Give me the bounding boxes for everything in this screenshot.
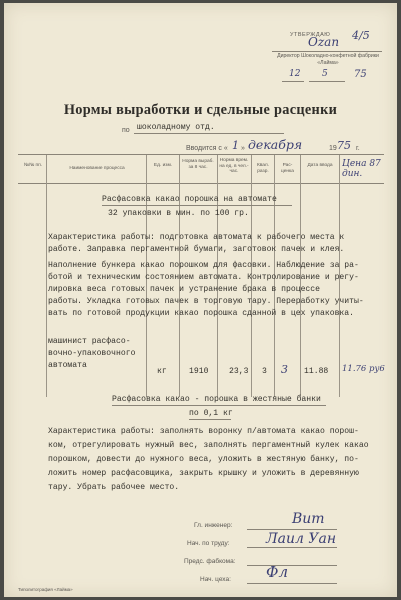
approval-date-line-2 bbox=[309, 81, 345, 82]
section1-paragraph-line: вать по готовой продукции какао порошка сданной в цех упаковка. bbox=[48, 309, 354, 318]
section2-paragraph-line: тару. Убрать рабочее место. bbox=[48, 483, 180, 492]
row-norm: 1910 bbox=[189, 367, 209, 376]
header-name: Наименование процесса bbox=[69, 166, 125, 171]
intro-suffix: г. bbox=[356, 145, 360, 152]
header-norm-hour: Норма врем. на ед. в чел.-час. bbox=[219, 158, 249, 175]
approval-date-year: 75 bbox=[354, 69, 367, 80]
header-price-handwritten: Цена 87 дин. bbox=[342, 159, 381, 179]
section2-paragraph-line: ложить номер расфасовщика, закрыть крышку и уложить в деревянную bbox=[48, 469, 359, 478]
page-title: Нормы выработки и сдельные расценки bbox=[63, 102, 338, 118]
section2-subheading: по 0,1 кг bbox=[189, 409, 233, 418]
table-col-divider bbox=[46, 155, 47, 397]
intro-label: Вводится с « bbox=[186, 145, 228, 152]
section1-paragraph-line: Характеристика работы: подготовка автомата к рабочего места к bbox=[48, 233, 345, 242]
signature-line bbox=[247, 565, 337, 566]
intro-month: декабря bbox=[248, 137, 303, 152]
worker-line: машинист расфасо- bbox=[48, 337, 131, 346]
document-page bbox=[4, 3, 397, 597]
subtitle-prefix: по bbox=[122, 127, 130, 134]
row-unit: кг bbox=[157, 367, 167, 376]
intro-year: 75 bbox=[337, 139, 351, 152]
intro-year-prefix: 19 bbox=[329, 145, 337, 152]
signature-label: Нач. цеха: bbox=[200, 576, 231, 583]
intro-day: 1 bbox=[232, 139, 239, 152]
section1-subheading: 32 упаковки в мин. по 100 гр. bbox=[108, 209, 249, 218]
approval-signature-line bbox=[272, 51, 382, 52]
header-validity: Дата ввода bbox=[307, 163, 333, 168]
approval-label: УТВЕРЖДАЮ bbox=[290, 32, 331, 38]
table-top-rule bbox=[18, 154, 384, 155]
section1-paragraph-line: ботой и техническим состоянием автомата. Контролирование и регу- bbox=[48, 273, 359, 282]
signature-label: Предс. фабкома: bbox=[184, 558, 236, 565]
row-time: 23,3 bbox=[229, 367, 249, 376]
approval-signature: Ozan bbox=[308, 35, 340, 49]
section1-paragraph-line: лировка веса готовых пачек и устранение брака в процессе bbox=[48, 285, 320, 294]
row-rate: 11.88 bbox=[304, 367, 329, 376]
header-rate: Рас- ценка bbox=[281, 163, 294, 174]
section2-heading: Расфасовка какао - порошка в жестяные банки bbox=[112, 395, 321, 404]
approval-date-month: 5 bbox=[322, 69, 328, 79]
row-date-handwritten: 11.76 ру6 bbox=[342, 364, 385, 374]
header-no: №№ пп. bbox=[23, 163, 43, 168]
subtitle-underline bbox=[134, 133, 284, 134]
director-line: Директор Шоколадно-конфетной фабрики «Лайма» bbox=[277, 53, 379, 66]
footer-print: Типолитография «Лайма» bbox=[18, 587, 73, 592]
header-unit: Ед. изм. bbox=[153, 163, 173, 168]
signature-line bbox=[247, 583, 337, 584]
section1-paragraph-line: Наполнение бункера какао порошком для фасовки. Наблюдение за ра- bbox=[48, 261, 359, 270]
section1-paragraph-line: работы. Укладка готовых пачек в торговую тару. Переработку учиты- bbox=[48, 297, 364, 306]
section2-paragraph-line: ком, отрегулировать нужный вес, заполнять пергаментный кулек какао bbox=[48, 441, 369, 450]
worker-line: автомата bbox=[48, 361, 87, 370]
section2-subheading-underline bbox=[189, 419, 231, 420]
header-qual: Квал. разр. bbox=[256, 163, 270, 174]
section1-paragraph-line: работе. Заправка пергаментной бумаги, заготовок пачек и клея. bbox=[48, 245, 345, 254]
signature-label: Нач. по труду: bbox=[187, 540, 230, 547]
section2-paragraph-line: Характеристика работы: заполнять воронку п/автомата какао порош- bbox=[48, 427, 359, 436]
approval-date-day: 12 bbox=[289, 69, 301, 79]
intro-close: » bbox=[241, 145, 245, 152]
approval-date-line-1 bbox=[282, 81, 304, 82]
subtitle-dept: шоколадному отд. bbox=[137, 123, 215, 132]
signature-scribble: Вит bbox=[292, 511, 325, 527]
signature-label: Гл. инженер: bbox=[194, 522, 233, 529]
section2-heading-underline bbox=[112, 405, 326, 406]
page-mark: 4/5 bbox=[352, 29, 370, 42]
row-grade: 3 bbox=[262, 367, 267, 376]
worker-line: вочно-упаковочного bbox=[48, 349, 136, 358]
section2-paragraph-line: порошком, довести до нужного веса, уложить в жестяную банку, по- bbox=[48, 455, 359, 464]
row-grade-handwritten: 3 bbox=[281, 363, 288, 376]
section1-heading-underline bbox=[102, 205, 292, 206]
signature-scribble: Лаил Уан bbox=[266, 531, 337, 547]
section1-heading: Расфасовка какао порошка на автомате bbox=[102, 195, 277, 204]
signature-scribble: Фл bbox=[266, 563, 289, 581]
header-norm-shift: Норма выраб. за 8 час. bbox=[182, 159, 214, 170]
signature-line bbox=[247, 547, 337, 548]
signature-line bbox=[247, 529, 337, 530]
table-header-rule bbox=[18, 183, 384, 184]
